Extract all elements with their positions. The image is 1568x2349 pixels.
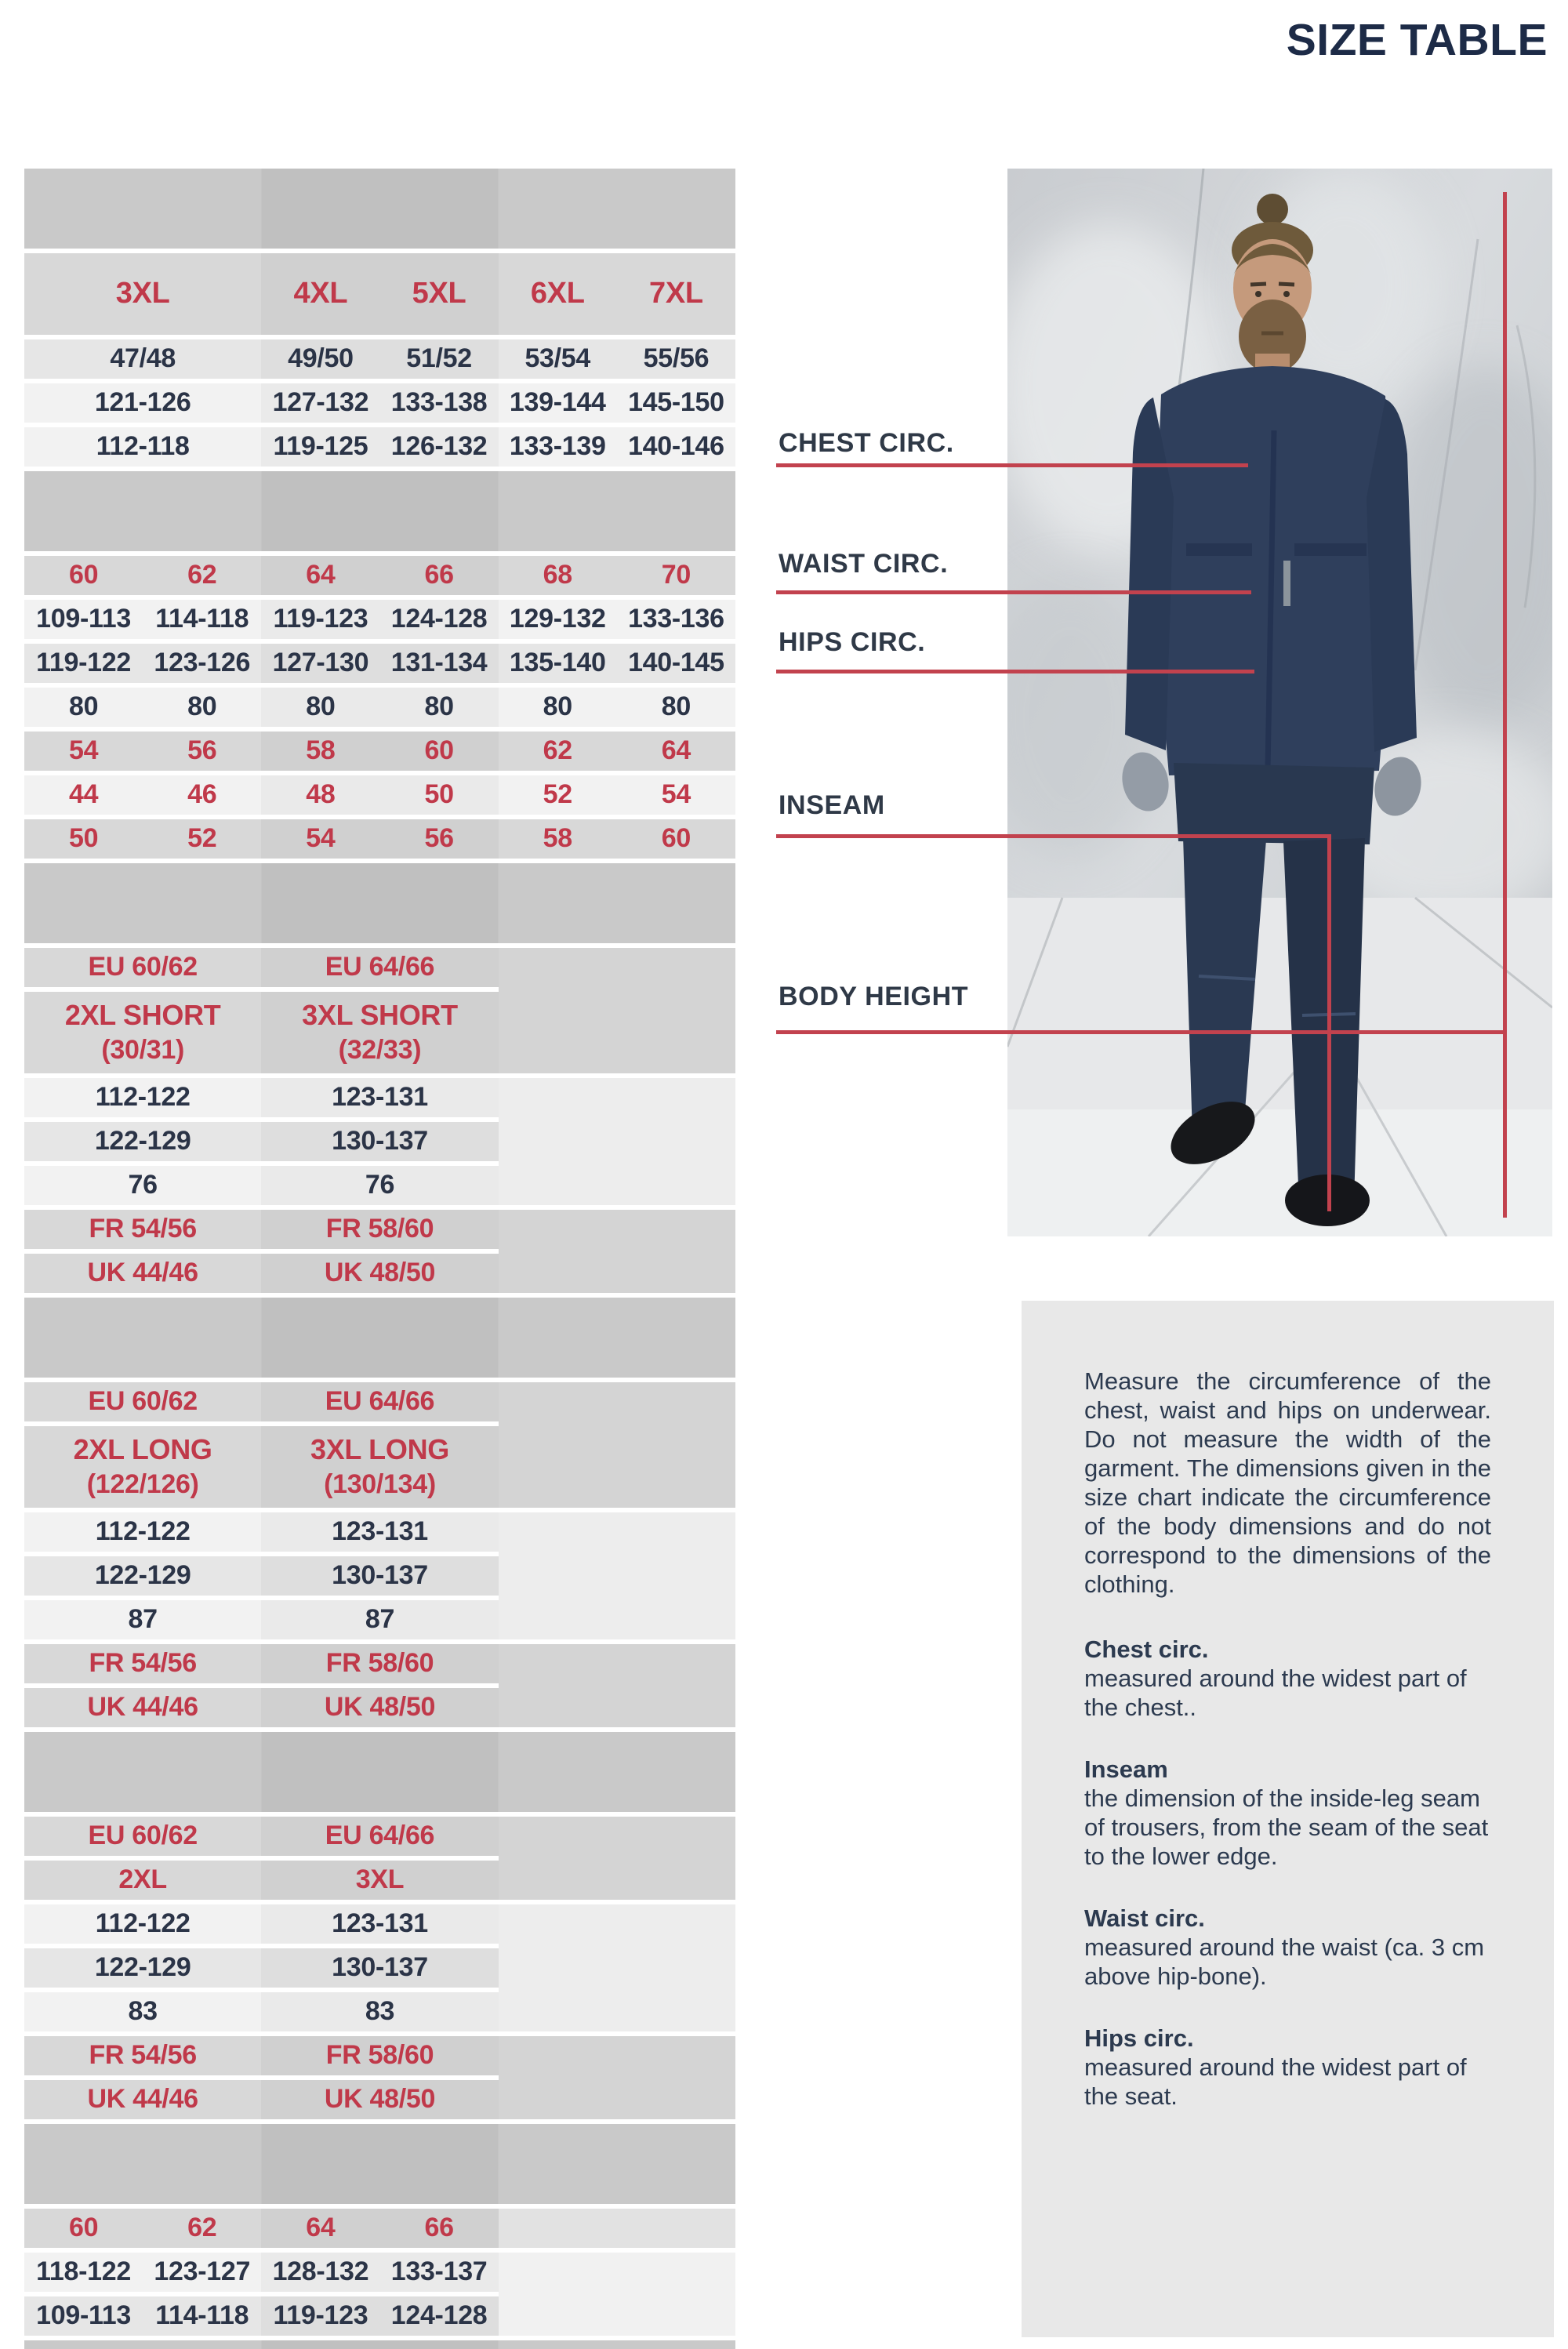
definition-desc: measured around the widest part of the seat. [1084,2053,1467,2110]
size-cell: 53/54 [499,339,617,379]
size-cell: 3XL [261,1861,498,1900]
size-cell: 122-129 [24,1948,261,1988]
chest-circ-label: CHEST CIRC. [779,428,954,458]
size-cell: 3XL LONG (130/134) [261,1426,498,1508]
definition-term: Chest circ. [1084,1636,1209,1663]
size-cell: 124-128 [380,2296,499,2336]
size-cell: 54 [261,819,379,859]
size-cell: 6XL [499,253,617,335]
size-cell: 50 [24,819,143,859]
size-cell: 62 [143,2209,261,2248]
size-cell: 119-122 [24,644,143,683]
size-cell: EU 60/62 [24,1382,261,1421]
info-box-content [1022,1301,1554,2111]
size-cell: 52 [143,819,261,859]
model-hair-bun [1257,194,1288,225]
size-cell: 60 [617,819,735,859]
size-cell: FR 58/60 [261,1210,498,1249]
size-cell: 52 [499,775,617,815]
size-cell: 123-126 [143,644,261,683]
size-cell: UK 44/46 [24,2080,261,2119]
size-cell: 112-122 [24,1904,261,1944]
empty-cell-block [499,948,735,1073]
size-cell: 130-137 [261,1556,498,1596]
empty-cell-block [499,2253,735,2336]
page-title: SIZE TABLE [1286,15,1548,65]
size-table-section-5 [24,2124,735,2336]
size-cell: 3XL [24,253,261,335]
definition-term: Waist circ. [1084,1904,1205,1932]
size-cell: 55/56 [617,339,735,379]
definition-waist [1084,1904,1491,1991]
size-cell: 130-137 [261,1948,498,1988]
size-cell: 58 [261,732,379,771]
size-cell: 87 [24,1600,261,1639]
size-cell: 56 [380,819,499,859]
size-cell: 66 [380,2209,499,2248]
inseam-line [776,834,1331,838]
size-cell: 123-127 [143,2253,261,2292]
size-cell: 119-125 [261,427,379,467]
definition-desc: the dimension of the inside-leg seam of trousers, from the seam of the seat to the lower edge. [1084,1784,1489,1870]
size-table-section-2 [24,863,735,1293]
table-band [24,1298,735,1378]
size-cell: 145-150 [617,383,735,423]
size-cell: 133-139 [499,427,617,467]
size-cell: 80 [499,688,617,727]
definition-desc: measured around the widest part of the chest.. [1084,1665,1467,1721]
size-cell: 44 [24,775,143,815]
size-cell: 60 [24,556,143,595]
size-cell: 51/52 [380,339,499,379]
size-cell: UK 44/46 [24,1254,261,1293]
hips-circ-label: HIPS CIRC. [779,627,926,657]
table-band [24,1732,735,1812]
model-pants [1174,763,1374,844]
size-cell: 64 [617,732,735,771]
body-height-line [776,1030,1506,1034]
inseam-label: INSEAM [779,790,885,820]
size-cell: 2XL [24,1861,261,1900]
size-cell: 64 [261,556,379,595]
size-cell: 135-140 [499,644,617,683]
size-cell: 112-122 [24,1512,261,1552]
size-cell: 68 [499,556,617,595]
size-cell: 64 [261,2209,379,2248]
table-band [24,863,735,943]
size-cell: 54 [617,775,735,815]
size-cell: 70 [617,556,735,595]
body-height-label: BODY HEIGHT [779,982,969,1011]
size-cell: 4XL [261,253,379,335]
size-cell: 128-132 [261,2253,379,2292]
size-cell: EU 64/66 [261,1382,498,1421]
size-cell: 80 [143,688,261,727]
size-cell: 133-138 [380,383,499,423]
hips-circ-line [776,670,1254,673]
size-cell: 76 [261,1166,498,1205]
size-cell: 83 [24,1992,261,2031]
size-cell: 118-122 [24,2253,143,2292]
size-cell: 60 [24,2209,143,2248]
body-height-vertical-line [1503,192,1507,1218]
size-cell: 2XL SHORT (30/31) [24,992,261,1073]
size-cell: 50 [380,775,499,815]
size-cell: 139-144 [499,383,617,423]
empty-cell-block [499,1817,735,1900]
definition-term: Inseam [1084,1755,1168,1783]
size-cell: 119-123 [261,2296,379,2336]
size-cell: 80 [380,688,499,727]
table-band [24,169,735,249]
size-cell: 122-129 [24,1122,261,1161]
size-cell: 127-130 [261,644,379,683]
size-cell: 46 [143,775,261,815]
size-cell: 114-118 [143,600,261,639]
size-cell: 66 [380,556,499,595]
size-cell: 126-132 [380,427,499,467]
size-cell: 124-128 [380,600,499,639]
size-cell: UK 48/50 [261,1254,498,1293]
size-cell: 80 [617,688,735,727]
size-cell: 87 [261,1600,498,1639]
size-table-section-6 [24,2340,735,2349]
size-table-section-1 [24,471,735,859]
empty-cell-block [499,2036,735,2119]
size-table [24,169,735,2349]
photo-floor [1007,898,1552,1236]
size-cell: 62 [499,732,617,771]
size-cell: 58 [499,819,617,859]
size-cell: FR 54/56 [24,2036,261,2075]
size-cell: UK 44/46 [24,1688,261,1727]
size-cell: EU 64/66 [261,948,498,987]
size-cell: 62 [143,556,261,595]
size-cell: 80 [24,688,143,727]
size-cell: FR 54/56 [24,1210,261,1249]
size-cell: 140-145 [617,644,735,683]
table-band [24,471,735,551]
size-cell: 140-146 [617,427,735,467]
info-box [1022,1301,1554,2337]
size-cell: 122-129 [24,1556,261,1596]
definition-term: Hips circ. [1084,2024,1194,2052]
size-cell: 7XL [617,253,735,335]
size-cell: UK 48/50 [261,2080,498,2119]
size-cell: 109-113 [24,2296,143,2336]
size-cell: 112-122 [24,1078,261,1117]
size-cell: 114-118 [143,2296,261,2336]
size-cell: 127-132 [261,383,379,423]
info-intro: Measure the circumference of the chest, waist and hips on underwear. Do not measure the width of the garment. The dimensions given in the size chart indicate the circumference of the body dimensions and do not correspond to the dimensions of the clothing. [1084,1367,1491,1598]
size-cell: FR 54/56 [24,1644,261,1683]
size-cell: 3XL SHORT (32/33) [261,992,498,1073]
size-cell: 56 [143,732,261,771]
empty-cell-block [499,1644,735,1727]
size-cell: 130-137 [261,1122,498,1161]
size-cell: 133-136 [617,600,735,639]
size-cell: 123-131 [261,1078,498,1117]
size-cell: 47/48 [24,339,261,379]
size-cell: 48 [261,775,379,815]
size-cell: 133-137 [380,2253,499,2292]
size-cell: 129-132 [499,600,617,639]
empty-cell-block [499,1904,735,2031]
table-band [24,2340,735,2349]
empty-cell-block [499,1512,735,1639]
size-cell: 109-113 [24,600,143,639]
table-band [24,2124,735,2204]
definition-hips [1084,2024,1491,2111]
size-table-section-3 [24,1298,735,1727]
size-cell: 49/50 [261,339,379,379]
chest-circ-line [776,463,1248,467]
waist-circ-line [776,590,1251,594]
size-cell: 123-131 [261,1904,498,1944]
empty-cell-block [499,1382,735,1508]
size-cell: 54 [24,732,143,771]
size-table-section-0 [24,169,735,467]
waist-circ-label: WAIST CIRC. [779,549,949,579]
definition-chest [1084,1635,1491,1722]
empty-cell-block [499,2209,735,2248]
size-cell: FR 58/60 [261,1644,498,1683]
definition-desc: measured around the waist (ca. 3 cm above hip-bone). [1084,1933,1485,1990]
size-cell: 2XL LONG (122/126) [24,1426,261,1508]
size-cell: 5XL [380,253,499,335]
definition-inseam [1084,1755,1491,1871]
size-cell: EU 60/62 [24,1817,261,1856]
size-cell: 123-131 [261,1512,498,1552]
empty-cell-block [499,1078,735,1205]
inseam-vertical-line [1327,834,1331,1211]
size-cell: 121-126 [24,383,261,423]
size-cell: FR 58/60 [261,2036,498,2075]
size-cell: 119-123 [261,600,379,639]
size-cell: EU 60/62 [24,948,261,987]
size-cell: 83 [261,1992,498,2031]
empty-cell-block [499,1210,735,1293]
size-cell: 60 [380,732,499,771]
size-table-section-4 [24,1732,735,2119]
size-cell: EU 64/66 [261,1817,498,1856]
size-cell: UK 48/50 [261,1688,498,1727]
size-cell: 80 [261,688,379,727]
model-photo [1007,169,1552,1236]
size-cell: 112-118 [24,427,261,467]
size-cell: 131-134 [380,644,499,683]
size-cell: 76 [24,1166,261,1205]
